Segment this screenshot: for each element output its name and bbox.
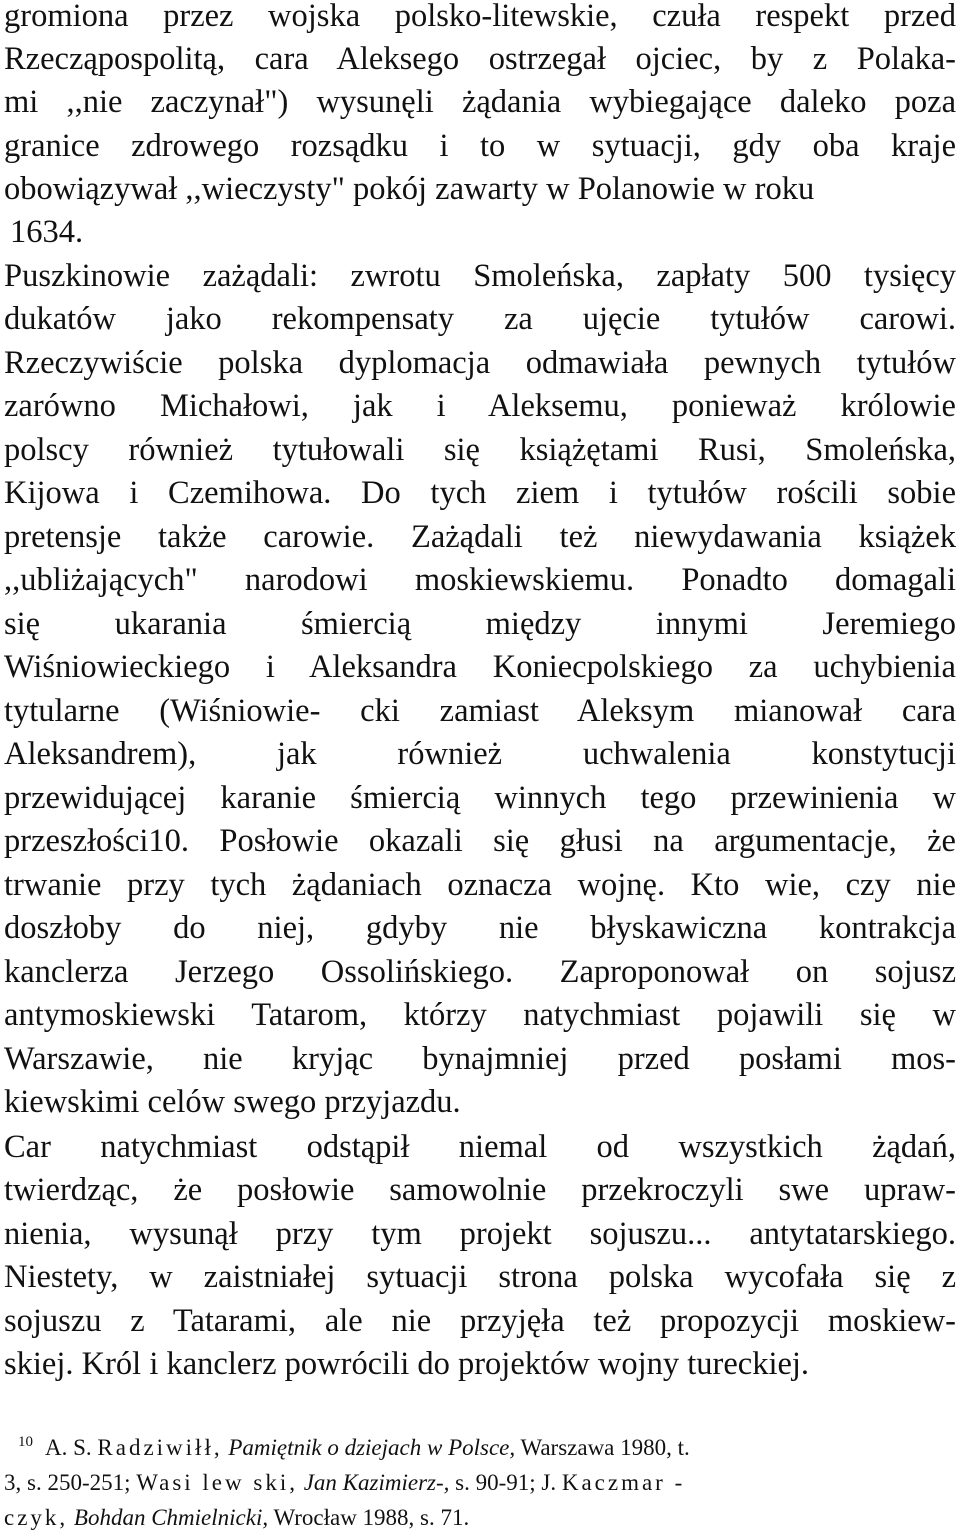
text-line: kiewskimi celów swego przyjazdu. bbox=[4, 1084, 461, 1120]
text-line: Car natychmiast odstąpił niemal od wszystkich żądań, bbox=[4, 1129, 956, 1165]
text-line: doszłoby do niej, gdyby nie błyskawiczna kontrakcja bbox=[4, 910, 956, 946]
text-line: skiej. Król i kanclerz powrócili do projektów wojny tureckiej. bbox=[4, 1346, 810, 1382]
text-line: Rzeczywiście polska dyplomacja odmawiała pewnych tytułów bbox=[4, 345, 956, 381]
text-line: kanclerza Jerzego Ossolińskiego. Zaproponował on sojusz bbox=[4, 954, 956, 990]
text-line: Kijowa i Czemihowa. Do tych ziem i tytułów rościli sobie bbox=[4, 475, 956, 511]
footnote-title: Jan Kazimierz-, bbox=[297, 1470, 450, 1495]
footnote-pages: 3, s. 250-251; bbox=[4, 1470, 137, 1495]
text-line: Niestety, w zaistniałej sytuacji strona polska wycofała się z bbox=[4, 1259, 956, 1295]
footnote-line bbox=[4, 1468, 685, 1498]
text-line: Aleksandrem), jak również uchwalenia konstytucji bbox=[4, 736, 956, 772]
text-line: antymoskiewski Tatarom, którzy natychmiast pojawili się w bbox=[4, 997, 956, 1033]
text-line: 1634. bbox=[10, 214, 84, 250]
footnote-author-name: Wasi lew ski, bbox=[136, 1470, 298, 1495]
text-line: zarówno Michałowi, jak i Aleksemu, ponieważ królowie bbox=[4, 388, 956, 424]
text-line: gromiona przez wojska polsko-litewskie, czuła respekt przed bbox=[4, 0, 956, 34]
footnote-publication: Wrocław 1988, s. 71. bbox=[268, 1505, 470, 1530]
text-line: trwanie przy tych żądaniach oznacza wojnę. Kto wie, czy nie bbox=[4, 867, 956, 903]
footnote-author-initials: A. S. bbox=[45, 1435, 98, 1460]
text-line: nienia, wysunął przy tym projekt sojuszu... antytatarskiego. bbox=[4, 1216, 956, 1252]
text-line: sojuszu z Tatarami, ale nie przyjęła też propozycji moskiew- bbox=[4, 1303, 956, 1339]
footnote-author-name: czyk, bbox=[4, 1505, 69, 1530]
text-line: Puszkinowie zażądali: zwrotu Smoleńska, zapłaty 500 tysięcy bbox=[4, 258, 956, 294]
footnote-author-name: Kaczmar - bbox=[561, 1470, 686, 1495]
text-line: przeszłości10. Posłowie okazali się głusi na argumentacje, że bbox=[4, 823, 956, 859]
text-line: mi ,,nie zaczynał") wysunęli żądania wybiegające daleko poza bbox=[4, 84, 956, 120]
text-line: dukatów jako rekompensaty za ujęcie tytułów carowi. bbox=[4, 301, 956, 337]
text-line: twierdząc, że posłowie samowolnie przekroczyli swe upraw- bbox=[4, 1172, 956, 1208]
footnote-title: Bohdan Chmielnicki, bbox=[68, 1505, 269, 1530]
text-line: Warszawie, nie kryjąc bynajmniej przed posłami mos- bbox=[4, 1041, 956, 1077]
text-line: Wiśniowieckiego i Aleksandra Koniecpolskiego za uchybienia bbox=[4, 649, 956, 685]
footnote-line bbox=[4, 1503, 469, 1533]
text-line: się ukarania śmiercią między innymi Jeremiego bbox=[4, 606, 956, 642]
text-line: polscy również tytułowali się książętami Rusi, Smoleńska, bbox=[4, 432, 956, 468]
text-line: ,,ubliżających" narodowi moskiewskiemu. Ponadto domagali bbox=[4, 562, 956, 598]
text-line: przewidującej karanie śmiercią winnych tego przewinienia w bbox=[4, 780, 956, 816]
footnote-number: 10 bbox=[18, 1434, 33, 1450]
footnote-title: Pamiętnik o dziejach w Polsce, bbox=[222, 1435, 516, 1460]
footnote-pages: s. 90-91; J. bbox=[449, 1470, 562, 1495]
text-line: pretensje także carowie. Zażądali też niewydawania książek bbox=[4, 519, 956, 555]
text-line: tytularne (Wiśniowie- cki zamiast Aleksym mianował cara bbox=[4, 693, 956, 729]
footnote-publication: Warszawa 1980, t. bbox=[515, 1435, 690, 1460]
footnote-author-name: Radziwiłł, bbox=[97, 1435, 223, 1460]
text-line: Rzecząpospolitą, cara Aleksego ostrzegał ojciec, by z Polaka- bbox=[4, 41, 956, 77]
text-line: granice zdrowego rozsądku i to w sytuacji, gdy oba kraje bbox=[4, 128, 956, 164]
text-line: obowiązywał ,,wieczysty" pokój zawarty w Polanowie w roku bbox=[4, 171, 815, 207]
footnote-line bbox=[18, 1433, 690, 1466]
